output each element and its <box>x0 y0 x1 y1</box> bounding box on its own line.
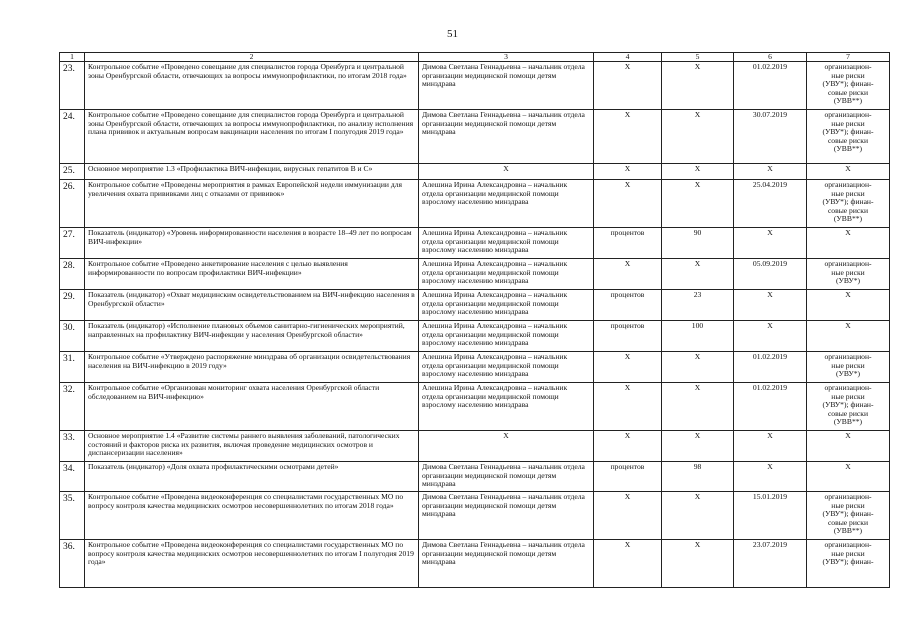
risk-line: ные риски <box>831 548 865 558</box>
risk-line: X <box>845 164 851 173</box>
table-row <box>60 259 890 290</box>
date-cell: 30.07.2019 <box>734 110 807 164</box>
value-cell: 23 <box>662 290 734 321</box>
responsible-person: Алешина Ирина Александровна – начальник отдела организации медицинской помощи взрослому населению минздрава <box>419 290 594 321</box>
table-row <box>60 321 890 352</box>
row-number: 27. <box>60 228 85 259</box>
event-description: Показатель (индикатор) «Охват медицинским освидетельствованием на ВИЧ-инфекцию населения в Оренбургской области» <box>85 290 419 321</box>
row-number: 34. <box>60 462 85 492</box>
event-description: Показатель (индикатор) «Исполнение плановых объемов санитарно-гигиенических мероприятий, направленных на профилактику ВИЧ-инфекции у населения Оренбургской области» <box>85 321 419 352</box>
row-number: 31. <box>60 352 85 383</box>
table-row <box>60 462 890 492</box>
risk-line: организацион- <box>824 352 872 361</box>
risk-line: (УВВ**) <box>833 526 863 536</box>
table-row <box>60 110 890 164</box>
unit-cell: X <box>594 62 662 110</box>
responsible-person: Димова Светлана Геннадьевна – начальник отдела организации медицинской помощи детям минздрава <box>419 462 594 492</box>
risk-cell <box>807 462 890 492</box>
event-description: Контрольное событие «Проведена видеоконференция со специалистами государственных МО по вопросу контроля качества медицинских осмотров несовершеннолетних по итогам I полугодия 2019 года» <box>85 540 419 588</box>
table-row <box>60 431 890 462</box>
responsible-person: Алешина Ирина Александровна – начальник отдела организации медицинской помощи взрослому населению минздрава <box>419 352 594 383</box>
risk-line: X <box>845 228 851 237</box>
unit-cell: процентов <box>594 321 662 352</box>
row-number: 33. <box>60 431 85 462</box>
event-description: Основное мероприятие 1.3 «Профилактика ВИЧ-инфекции, вирусных гепатитов В и С» <box>85 164 419 180</box>
risk-line: совые риски <box>827 205 869 215</box>
event-description: Контрольное событие «Организован мониторинг охвата населения Оренбургской области обследованием на ВИЧ-инфекцию» <box>85 383 419 431</box>
column-header: 6 <box>734 53 807 62</box>
column-header: 1 <box>60 53 85 62</box>
unit-cell: X <box>594 540 662 588</box>
risk-line: организацион- <box>824 492 872 501</box>
risk-line: (УВУ*); финан- <box>822 400 874 410</box>
value-cell: X <box>662 352 734 383</box>
row-number: 32. <box>60 383 85 431</box>
risk-line: совые риски <box>827 87 869 97</box>
row-number: 28. <box>60 259 85 290</box>
risk-line: организацион- <box>824 259 872 268</box>
value-cell: X <box>662 383 734 431</box>
risk-cell <box>807 431 890 462</box>
risk-cell <box>807 164 890 180</box>
risk-line: организацион- <box>824 180 872 189</box>
date-cell: 15.01.2019 <box>734 492 807 540</box>
date-cell: X <box>734 431 807 462</box>
unit-cell: процентов <box>594 290 662 321</box>
date-cell: X <box>734 164 807 180</box>
column-number-row <box>60 53 890 62</box>
value-cell: 98 <box>662 462 734 492</box>
responsible-person: X <box>419 164 594 180</box>
risk-line: X <box>845 462 851 471</box>
column-header: 5 <box>662 53 734 62</box>
risk-cell <box>807 228 890 259</box>
column-header: 7 <box>807 53 890 62</box>
value-cell: X <box>662 431 734 462</box>
column-header: 2 <box>85 53 419 62</box>
unit-cell: X <box>594 164 662 180</box>
unit-cell: X <box>594 352 662 383</box>
unit-cell: процентов <box>594 228 662 259</box>
risk-cell <box>807 321 890 352</box>
risk-line: (УВУ*); финан- <box>822 557 874 567</box>
row-number: 26. <box>60 180 85 228</box>
responsible-person: Димова Светлана Геннадьевна – начальник отдела организации медицинской помощи детям минздрава <box>419 540 594 588</box>
row-number: 24. <box>60 110 85 164</box>
column-header: 3 <box>419 53 594 62</box>
row-number: 35. <box>60 492 85 540</box>
risk-line: ные риски <box>831 118 865 128</box>
row-number: 23. <box>60 62 85 110</box>
value-cell: X <box>662 164 734 180</box>
table-row <box>60 228 890 259</box>
value-cell: X <box>662 62 734 110</box>
column-header: 4 <box>594 53 662 62</box>
risk-line: (УВУ*) <box>835 369 861 379</box>
value-cell: 90 <box>662 228 734 259</box>
responsible-person: Алешина Ирина Александровна – начальник отдела организации медицинской помощи взрослому населению минздрава <box>419 228 594 259</box>
event-description: Контрольное событие «Проведено совещание для специалистов города Оренбурга и центральной зоны Оренбургской области, отвечающих за вопросы иммунопрофилактики, по итогам 2018 года» <box>85 62 419 110</box>
event-description: Контрольное событие «Проведено анкетирование населения с целью выявления информированности по вопросам профилактики ВИЧ-инфекции» <box>85 259 419 290</box>
unit-cell: процентов <box>594 462 662 492</box>
unit-cell: X <box>594 110 662 164</box>
risk-line: организацион- <box>824 62 872 71</box>
risk-line: (УВВ**) <box>833 417 863 427</box>
value-cell: X <box>662 492 734 540</box>
risk-cell <box>807 540 890 588</box>
risk-line: (УВВ**) <box>833 144 863 154</box>
event-description: Контрольное событие «Утверждено распоряжение минздрава об организации освидетельствования населения на ВИЧ-инфекцию в 2019 году» <box>85 352 419 383</box>
responsible-person: Димова Светлана Геннадьевна – начальник отдела организации медицинской помощи детям минздрава <box>419 62 594 110</box>
risk-cell <box>807 352 890 383</box>
event-description: Основное мероприятие 1.4 «Развитие системы раннего выявления заболеваний, патологических состояний и факторов риска их развития, включая проведение медицинских осмотров и диспансеризации населения» <box>85 431 419 462</box>
risk-cell <box>807 383 890 431</box>
risk-line: ные риски <box>831 500 865 510</box>
risk-line: (УВУ*); финан- <box>822 509 874 519</box>
risk-line: ные риски <box>831 188 865 198</box>
unit-cell: X <box>594 492 662 540</box>
risk-line: совые риски <box>827 408 869 418</box>
risk-cell <box>807 110 890 164</box>
page-number: 51 <box>447 28 458 40</box>
table-row <box>60 290 890 321</box>
risk-line: организацион- <box>824 110 872 119</box>
date-cell: 01.02.2019 <box>734 62 807 110</box>
table-row <box>60 492 890 540</box>
risk-line: X <box>845 290 851 299</box>
responsible-person: X <box>419 431 594 462</box>
table-row <box>60 62 890 110</box>
date-cell: X <box>734 321 807 352</box>
unit-cell: X <box>594 180 662 228</box>
unit-cell: X <box>594 259 662 290</box>
date-cell: X <box>734 228 807 259</box>
date-cell: X <box>734 462 807 492</box>
responsible-person: Алешина Ирина Александровна – начальник отдела организации медицинской помощи взрослому населению минздрава <box>419 321 594 352</box>
table-row <box>60 164 890 180</box>
risk-cell <box>807 62 890 110</box>
event-description: Контрольное событие «Проведены мероприятия в рамках Европейской недели иммунизации для увеличения охвата прививками лиц с отказами от прививок» <box>85 180 419 228</box>
date-cell: 05.09.2019 <box>734 259 807 290</box>
value-cell: X <box>662 259 734 290</box>
risk-line: (УВВ**) <box>833 96 863 106</box>
unit-cell: X <box>594 431 662 462</box>
value-cell: X <box>662 540 734 588</box>
event-description: Контрольное событие «Проведено совещание для специалистов города Оренбурга и центральной зоны Оренбургской области, отвечающих за вопросы иммунопрофилактики, по анализу исполнения плана прививок и актуальным вопросам вакцинации населения по итогам I полугодия 2019 года» <box>85 110 419 164</box>
responsible-person: Алешина Ирина Александровна – начальник отдела организации медицинской помощи взрослому населению минздрава <box>419 259 594 290</box>
unit-cell: X <box>594 383 662 431</box>
value-cell: X <box>662 110 734 164</box>
risk-line: ные риски <box>831 360 865 370</box>
risk-line: ные риски <box>831 391 865 401</box>
responsible-person: Димова Светлана Геннадьевна – начальник отдела организации медицинской помощи детям минздрава <box>419 492 594 540</box>
risk-line: совые риски <box>827 517 869 527</box>
responsible-person: Алешина Ирина Александровна – начальник отдела организации медицинской помощи взрослому населению минздрава <box>419 180 594 228</box>
date-cell: 25.04.2019 <box>734 180 807 228</box>
risk-line: совые риски <box>827 135 869 145</box>
value-cell: X <box>662 180 734 228</box>
risk-cell <box>807 290 890 321</box>
row-number: 25. <box>60 164 85 180</box>
date-cell: 23.07.2019 <box>734 540 807 588</box>
row-number: 29. <box>60 290 85 321</box>
risk-line: организацион- <box>824 383 872 392</box>
date-cell: 01.02.2019 <box>734 352 807 383</box>
risk-line: (УВУ*); финан- <box>822 127 874 137</box>
value-cell: 100 <box>662 321 734 352</box>
risk-cell <box>807 492 890 540</box>
risk-line: ные риски <box>831 267 865 277</box>
responsible-person: Алешина Ирина Александровна – начальник отдела организации медицинской помощи взрослому населению минздрава <box>419 383 594 431</box>
schedule-table <box>59 52 890 588</box>
row-number: 36. <box>60 540 85 588</box>
table-row <box>60 352 890 383</box>
row-number: 30. <box>60 321 85 352</box>
risk-cell <box>807 180 890 228</box>
risk-line: организацион- <box>824 540 872 549</box>
event-description: Показатель (индикатор) «Доля охвата профилактическими осмотрами детей» <box>85 462 419 492</box>
responsible-person: Димова Светлана Геннадьевна – начальник отдела организации медицинской помощи детям минздрава <box>419 110 594 164</box>
risk-line: (УВВ**) <box>833 214 863 224</box>
table-row <box>60 180 890 228</box>
event-description: Контрольное событие «Проведена видеоконференция со специалистами государственных МО по вопросу контроля качества медицинских осмотров несовершеннолетних по итогам 2018 года» <box>85 492 419 540</box>
risk-line: X <box>845 321 851 330</box>
table-row <box>60 540 890 588</box>
risk-line: (УВУ*); финан- <box>822 197 874 207</box>
risk-cell <box>807 259 890 290</box>
date-cell: X <box>734 290 807 321</box>
date-cell: 01.02.2019 <box>734 383 807 431</box>
risk-line: ные риски <box>831 70 865 80</box>
event-description: Показатель (индикатор) «Уровень информированности населения в возрасте 18–49 лет по вопросам ВИЧ-инфекции» <box>85 228 419 259</box>
risk-line: (УВУ*); финан- <box>822 79 874 89</box>
risk-line: (УВУ*) <box>835 276 861 286</box>
risk-line: X <box>845 431 851 440</box>
table-row <box>60 383 890 431</box>
